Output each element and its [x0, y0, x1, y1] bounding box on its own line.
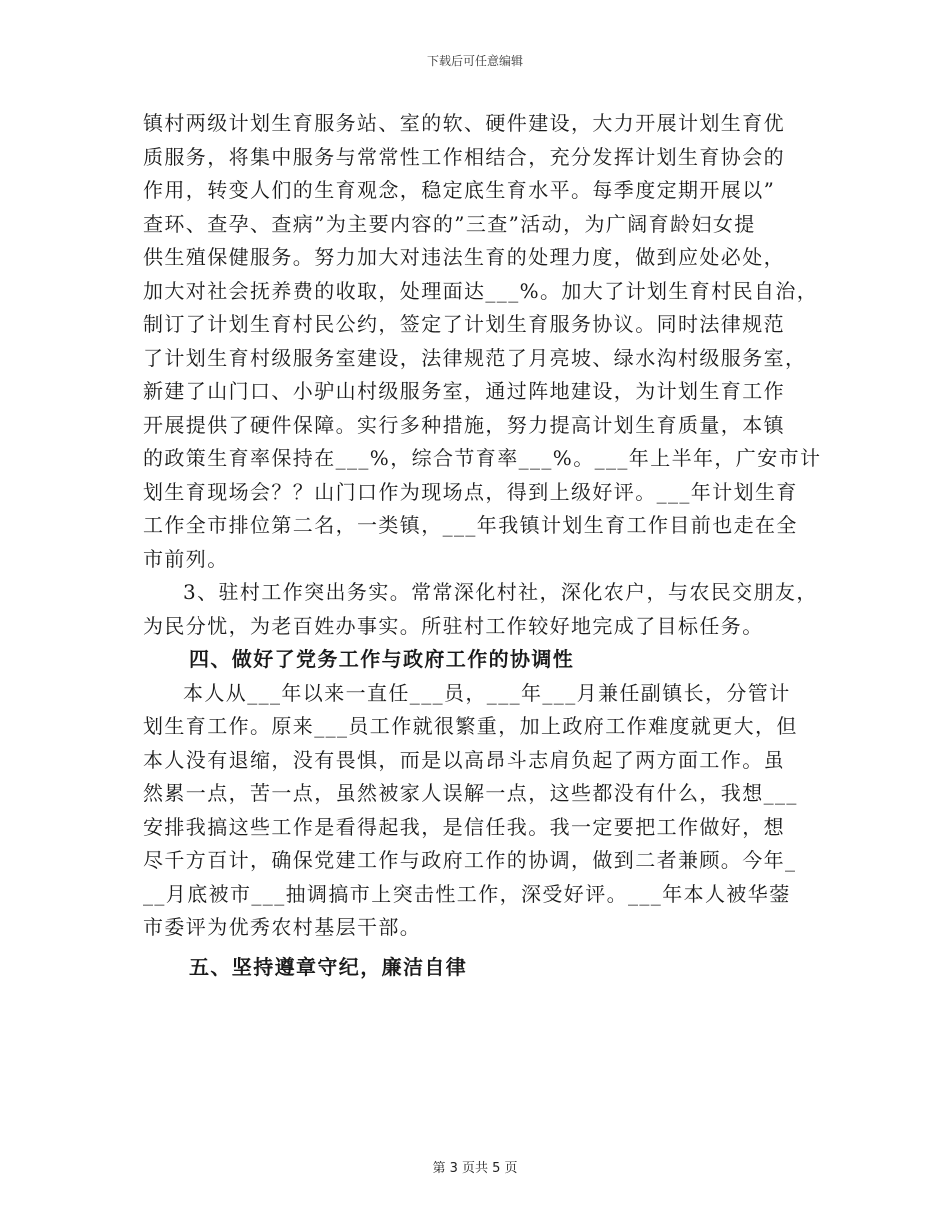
text-line: 为民分忧，为老百姓办事实。所驻村工作较好地完成了目标任务。: [143, 613, 764, 638]
text-line: 开展提供了硬件保障。实行多种措施，努力提高计划生育质量，本镇: [143, 412, 785, 437]
text-line: 了计划生育村级服务室建设，法律规范了月亮坡、绿水沟村级服务室，: [143, 345, 807, 370]
paragraph-start: 本人从___年以来一直任___员，___年___月兼任副镇长，分管计: [183, 680, 791, 705]
text-line: 新建了山门口、小驴山村级服务室，通过阵地建设，为计划生育工作: [143, 379, 785, 403]
text-line: 划生育现场会？？山门口作为现场点，得到上级好评。___年计划生育: [143, 479, 798, 504]
text-line: 作用，转变人们的生育观念，稳定底生育水平。每季度定期开展以”: [143, 178, 776, 202]
text-line: 尽千方百计，确保党建工作与政府工作的协调，做到二者兼顾。今年_: [143, 848, 797, 872]
text-line: 查环、查孕、查病”为主要内容的”三查”活动，为广阔育龄妇女提: [143, 211, 756, 236]
text-line: 供生殖保健服务。努力加大对违法生育的处理力度，做到应处必处，: [143, 245, 785, 269]
text-line: 安排我搞这些工作是看得起我，是信任我。我一定要把工作做好，想: [143, 814, 785, 839]
text-line: 本人没有退缩，没有畏惧，而是以高昂斗志肩负起了两方面工作。虽: [143, 747, 785, 772]
text-line: 镇村两级计划生育服务站、室的软、硬件建设，大力开展计划生育优: [143, 111, 785, 135]
text-line: 工作全市排位第二名，一类镇，___年我镇计划生育工作目前也走在全: [143, 513, 798, 537]
text-line: 制订了计划生育村民公约，签定了计划生育服务协议。同时法律规范: [143, 312, 785, 336]
page-number: 第 3 页共 5 页: [432, 1161, 518, 1176]
text-line: __月底被市___抽调搞市上突击性工作，深受好评。___年本人被华蓥: [143, 881, 791, 906]
text-line: 然累一点，苦一点，虽然被家人误解一点，这些都没有什么，我想___: [143, 781, 798, 805]
text-line: 的政策生育率保持在___%，综合节育率___%。___年上半年，广安市计: [143, 446, 822, 470]
section-heading-4: 四、做好了党务工作与政府工作的协调性: [189, 647, 575, 671]
text-line: 加大对社会抚养费的收取，处理面达___%。加大了计划生育村民自治，: [143, 278, 819, 303]
text-line: 划生育工作。原来___员工作就很繁重，加上政府工作难度就更大，但: [143, 714, 798, 738]
section-heading-5: 五、坚持遵章守纪，廉洁自律: [189, 954, 468, 979]
paragraph-start: 3、驻村工作突出务实。常常深化村社，深化农户，与农民交朋友，: [183, 580, 818, 604]
text-line: 质服务，将集中服务与常常性工作相结合，充分发挥计划生育协会的: [143, 144, 785, 169]
text-line: 市委评为优秀农村基层干部。: [143, 915, 422, 939]
document-body: [143, 107, 833, 984]
page-header: 下载后可任意编辑: [426, 54, 523, 68]
text-line: 市前列。: [143, 546, 229, 571]
